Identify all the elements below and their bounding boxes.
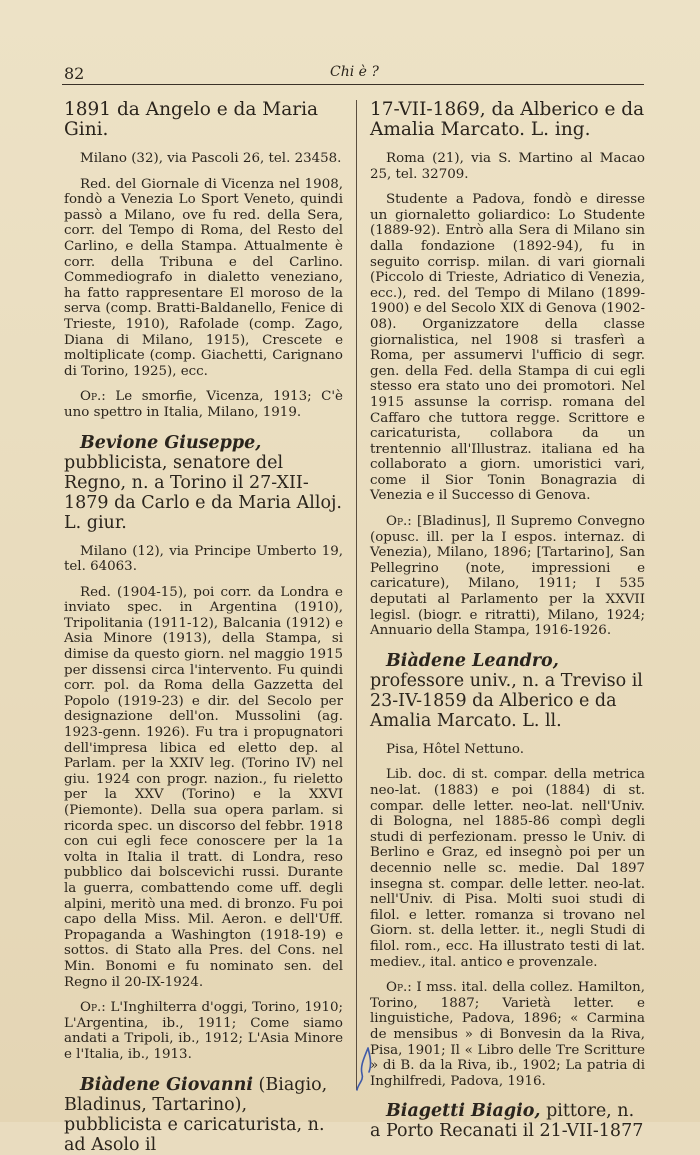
entry-description: (Biagio, Bladinus, Tartarino), pubblicista e caricaturista, n. ad Asolo il	[64, 1074, 328, 1155]
left-column	[64, 99, 343, 1155]
column-rule	[356, 100, 357, 1090]
works-list: L'Inghilterra d'oggi, Torino, 1910; L'Argentina, ib., 1911; Come siamo andati a Tripoli, ib., 1912; L'Asia Minore e l'Italia, ib., 1913.	[64, 1000, 343, 1062]
works-label: Op.:	[80, 389, 106, 405]
entry-name: Bevione Giuseppe,	[80, 432, 262, 453]
entry-heading	[370, 1101, 645, 1141]
right-column	[370, 99, 645, 1142]
works-label: Op.:	[386, 980, 412, 996]
entry-heading	[64, 1075, 343, 1155]
entry-body: Studente a Padova, fondò e diresse un giornaletto goliardico: Lo Studente (1889-92). Entrò alla Sera di Milano sin dalla fondazione (1892-94), fu in seguito corrisp. milan. di vari giornali (Piccolo di Trieste, Adriatico di Venezia, ecc.), red. del Tempo di Milano (1899-1900) e del Secolo XIX di Genova (1902-08). Organizzatore della classe giornalistica, nel 1908 si trasferì a Roma, per assumervi l'ufficio di segr. gen. della Fed. della Stampa di cui egli stesso era stato uno dei promotori. Nel 1915 assunse la corrisp. romana del Caffaro che tuttora regge. Scrittore e caricaturista, collabora da un trentennio all'Illustraz. italiana ed ha collaborato a giorn. umoristici vari, come il Sior Tonin Bonagrazia di Venezia e il Successo di Genova.	[370, 192, 645, 504]
entry-address: Roma (21), via S. Martino al Macao 25, tel. 32709.	[370, 151, 645, 182]
entry-body: Red. del Giornale di Vicenza nel 1908, fondò a Venezia Lo Sport Veneto, quindi passò a Milano, ove fu red. della Sera, corr. del Tempo di Roma, del Resto del Carlino, e della Stampa. Attualmente è corr. della Tribuna e del Carlino. Commediografo in dialetto veneziano, ha fatto rappresentare El moroso de la serva (comp. Bratti-Baldanello, Fenice di Trieste, 1910), Rafolade (comp. Zago, Diana di Milano, 1915), Crescete e moltiplicate (comp. Giachetti, Carignano di Torino, 1925), ecc.	[64, 176, 343, 379]
entry-works	[370, 980, 645, 1089]
page-header	[62, 60, 644, 85]
running-head: Chi è ?	[330, 64, 379, 80]
works-list: I mss. ital. della collez. Hamilton, Torino, 1887; Varietà letter. e linguistiche, Padova, 1896; « Carmina de mensibus » di Bonvesin da la Riva, Pisa, 1901; Il « Libro delle Tre Scritture » di B. da la Riva, ib., 1902; La patria di Inghilfredi, Padova, 1916.	[370, 980, 645, 1089]
works-list: [Bladinus], Il Supremo Convegno (opusc. ill. per la I espos. internaz. di Venezia), Milano, 1896; [Tartarino], San Pellegrino (note, impressioni e caricature), Milano, 1911; I 535 deputati al Parlamento per la XXVII legisl. (biogr. e ritratti), Milano, 1924; Annuario della Stampa, 1916-1926.	[370, 514, 645, 639]
works-list: Le smorfie, Vicenza, 1913; C'è uno spettro in Italia, Milano, 1919.	[64, 389, 343, 420]
entry-name: Biagetti Biagio,	[386, 1101, 541, 1122]
pencil-mark-icon	[354, 1044, 376, 1092]
page-number: 82	[64, 64, 85, 83]
entry-works	[64, 1000, 343, 1062]
entry-body: Red. (1904-15), poi corr. da Londra e inviato spec. in Argentina (1910), Tripolitania (1911-12), Balcania (1912) e Asia Minore (1913), della Stampa, si dimise da questo giorn. nel maggio 1915 per dissensi circa l'intervento. Fu quindi corr. pol. da Roma della Gazzetta del Popolo (1919-23) e dir. del Secolo per designazione dell'on. Mussolini (ag. 1923-genn. 1926). Fu tra i propugnatori dell'impresa libica ed eletto dep. al Parlam. per la XXIV leg. (Torino IV) nel giu. 1924 con progr. nazion., fu rieletto per la XXV (Torino) e la XXVI (Piemonte). Della sua opera parlam. si ricorda spec. un discorso del febbr. 1918 con cui egli fece conoscere per la 1a volta in Italia il tratt. di Londra, reso pubblico dai bolscevichi russi. Durante la guerra, combattendo come uff. degli alpini, meritò una med. di bronzo. Fu poi capo della Miss. Mil. Aeron. e dell'Uff. Propaganda a Washington (1918-19) e sottos. di Stato alla Pres. del Cons. nel Min. Bonomi e fu nominato sen. del Regno il 20-IX-1924.	[64, 584, 343, 990]
continued-entry-head: 1891 da Angelo e da Maria Gini.	[64, 99, 319, 140]
works-label: Op.:	[386, 514, 412, 530]
continued-entry-head: 17-VII-1869, da Alberico e da Amalia Marcato. L. ing.	[370, 99, 645, 140]
entry-address: Milano (32), via Pascoli 26, tel. 23458.	[80, 151, 342, 166]
entry-works	[370, 514, 645, 639]
entry-description: pubblicista, senatore del Regno, n. a Torino il 27-XII-1879 da Carlo e da Maria Alloj. L. giur.	[64, 452, 342, 533]
entry-address: Pisa, Hôtel Nettuno.	[386, 741, 524, 757]
entry-heading	[64, 433, 343, 533]
entry-name: Biàdene Leandro,	[386, 650, 559, 671]
entry-name: Biàdene Giovanni	[80, 1074, 253, 1095]
entry-address: Milano (12), via Principe Umberto 19, tel. 64063.	[64, 543, 343, 575]
works-label: Op.:	[80, 1000, 106, 1016]
entry-heading	[370, 651, 645, 731]
entry-description: professore univ., n. a Treviso il 23-IV-1859 da Alberico e da Amalia Marcato. L. ll.	[370, 670, 643, 731]
entry-body: Lib. doc. di st. compar. della metrica neo-lat. (1883) e poi (1884) di st. compar. delle letter. neo-lat. nell'Univ. di Bologna, nel 1885-86 compì degli studi di perfezionam. presso le Univ. di Berlino e Graz, ed insegnò poi per un decennio nelle sc. medie. Dal 1897 insegna st. compar. delle letter. neo-lat. nell'Univ. di Pisa. Molti suoi studi di filol. e letter. romanza si trovano nel Giorn. st. della letter. it., negli Studi di filol. rom., ecc. Ha illustrato testi di lat. mediev., ital. antico e provenzale.	[370, 767, 645, 970]
entry-description: pittore, n. a Porto Recanati il 21-VII-1877	[370, 1101, 644, 1142]
entry-works	[64, 389, 343, 420]
